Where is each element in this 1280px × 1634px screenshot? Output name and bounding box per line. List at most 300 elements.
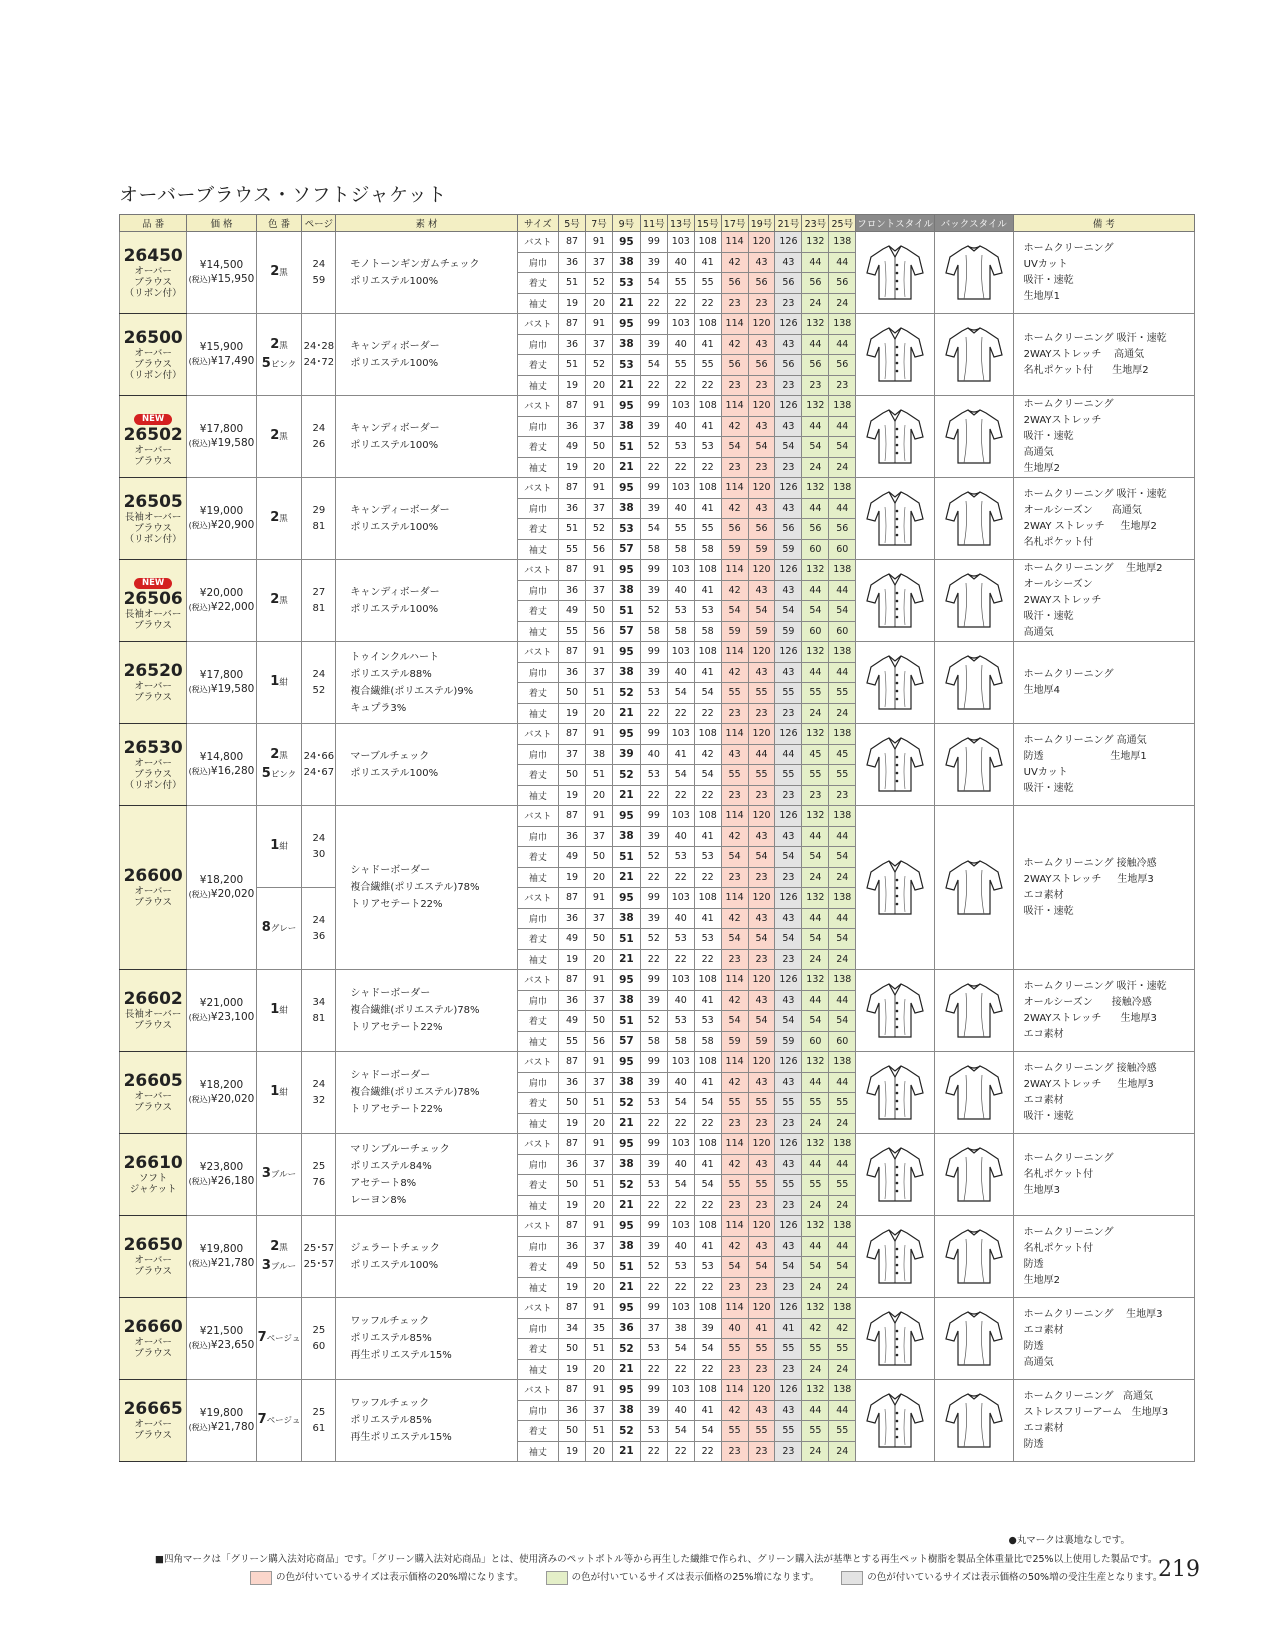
- price: ¥18,200: [199, 1079, 244, 1091]
- color-number: 7: [257, 1412, 267, 1427]
- front-style-cell: [856, 1052, 935, 1134]
- size-value: 44: [802, 1400, 829, 1421]
- size-value: 22: [694, 1113, 721, 1134]
- size-value: 22: [667, 1359, 694, 1380]
- price-cell: [187, 314, 256, 396]
- material-line: シャドーボーダー: [350, 988, 431, 999]
- back-garment-illustration: [942, 979, 1006, 1043]
- size-value: 44: [829, 908, 856, 929]
- size-value: 44: [802, 416, 829, 437]
- page-ref: 24: [312, 258, 326, 270]
- size-value: 24: [829, 867, 856, 888]
- size-value: 87: [559, 888, 586, 909]
- table-row: [120, 806, 1195, 827]
- header-size-19: 19号: [748, 215, 775, 232]
- size-value: 24: [829, 703, 856, 724]
- size-value: 40: [721, 1318, 748, 1339]
- price: ¥14,800: [199, 751, 244, 763]
- table-row: [120, 1216, 1195, 1237]
- size-measure-label: バスト: [517, 232, 558, 253]
- size-value: 108: [694, 396, 721, 417]
- size-value: 114: [721, 888, 748, 909]
- size-value: 43: [748, 826, 775, 847]
- size-value: 43: [775, 252, 802, 273]
- size-value: 22: [667, 1195, 694, 1216]
- product-code: 26450: [123, 245, 183, 266]
- size-value: 55: [721, 1339, 748, 1360]
- size-value: 20: [586, 293, 613, 314]
- color-number: 5: [261, 765, 271, 781]
- size-value: 42: [721, 1236, 748, 1257]
- size-value: 36: [559, 908, 586, 929]
- size-value: 43: [748, 990, 775, 1011]
- page-ref: 81: [312, 602, 326, 614]
- size-value: 52: [640, 437, 667, 458]
- size-value: 22: [640, 785, 667, 806]
- product-name-line: ブラウス: [134, 455, 173, 467]
- size-value: 126: [775, 478, 802, 499]
- size-value: 53: [667, 437, 694, 458]
- size-value: 138: [829, 478, 856, 499]
- tax-price: ¥23,100: [210, 1011, 255, 1023]
- color-cell: [256, 314, 302, 396]
- size-value: 50: [586, 1257, 613, 1278]
- size-value: 49: [559, 437, 586, 458]
- size-value: 41: [694, 1236, 721, 1257]
- price-cell: [187, 1052, 256, 1134]
- size-measure-label: 袖丈: [517, 949, 558, 970]
- size-value: 52: [612, 765, 640, 786]
- size-value: 43: [775, 1236, 802, 1257]
- size-measure-label: バスト: [517, 1380, 558, 1401]
- size-value: 44: [829, 1154, 856, 1175]
- page-ref: 24: [312, 668, 326, 680]
- tax-label: (税込): [188, 1423, 211, 1432]
- size-value: 37: [586, 498, 613, 519]
- page-cell: [302, 314, 336, 396]
- size-value: 103: [667, 560, 694, 581]
- size-value: 44: [829, 334, 856, 355]
- size-value: 22: [640, 867, 667, 888]
- size-measure-label: 肩巾: [517, 826, 558, 847]
- size-measure-label: 着丈: [517, 1011, 558, 1032]
- size-value: 22: [640, 949, 667, 970]
- size-value: 20: [586, 1277, 613, 1298]
- size-value: 37: [586, 1154, 613, 1175]
- tax-price: ¥23,650: [210, 1339, 255, 1351]
- size-value: 44: [802, 580, 829, 601]
- table-row: [120, 396, 1195, 417]
- size-value: 24: [802, 457, 829, 478]
- size-value: 39: [640, 662, 667, 683]
- front-style-cell: [856, 1298, 935, 1380]
- size-value: 51: [586, 765, 613, 786]
- size-value: 55: [694, 355, 721, 376]
- size-value: 42: [721, 826, 748, 847]
- legend-item-pink: [250, 1569, 524, 1585]
- size-value: 60: [829, 539, 856, 560]
- size-value: 41: [694, 1072, 721, 1093]
- size-value: 39: [640, 1400, 667, 1421]
- page-ref: 24: [312, 1078, 326, 1090]
- material-line: ポリエステル84%: [350, 1160, 432, 1172]
- material-cell: [336, 314, 517, 396]
- size-value: 132: [802, 724, 829, 745]
- size-value: 114: [721, 314, 748, 335]
- size-value: 40: [667, 662, 694, 683]
- back-garment-illustration: [942, 1389, 1006, 1453]
- size-value: 51: [559, 273, 586, 294]
- size-value: 55: [721, 1093, 748, 1114]
- size-measure-label: 肩巾: [517, 662, 558, 683]
- header-front-style: フロントスタイル: [856, 215, 935, 232]
- material-line: 複合繊維(ポリエステル)78%: [350, 1087, 480, 1098]
- size-value: 91: [586, 1134, 613, 1155]
- size-value: 23: [748, 785, 775, 806]
- page-ref: 24: [312, 832, 326, 844]
- table-row: [120, 970, 1195, 991]
- front-garment-illustration: [863, 1143, 927, 1207]
- product-code: 26520: [123, 661, 183, 681]
- product-name-line: （リボン付）: [124, 287, 182, 299]
- size-value: 23: [721, 785, 748, 806]
- size-value: 95: [612, 888, 640, 909]
- size-value: 36: [559, 252, 586, 273]
- front-style-cell: [856, 1380, 935, 1462]
- size-value: 54: [748, 929, 775, 950]
- size-value: 54: [829, 437, 856, 458]
- size-value: 103: [667, 1216, 694, 1237]
- size-value: 43: [748, 1400, 775, 1421]
- size-measure-label: 肩巾: [517, 1318, 558, 1339]
- size-value: 114: [721, 232, 748, 253]
- size-value: 40: [667, 908, 694, 929]
- size-value: 55: [775, 1421, 802, 1442]
- back-garment-illustration: [942, 323, 1006, 387]
- size-value: 54: [802, 601, 829, 622]
- product-name-line: オーバー: [134, 886, 172, 897]
- back-garment-illustration: [942, 487, 1006, 551]
- color-name: 紺: [279, 1088, 288, 1098]
- size-value: 51: [612, 847, 640, 868]
- size-value: 55: [829, 765, 856, 786]
- color-cell: [256, 1380, 302, 1462]
- size-value: 23: [829, 785, 856, 806]
- size-value: 19: [559, 949, 586, 970]
- remarks-cell: ホームクリーニング 吸汗・速乾 2WAYストレッチ 高通気 名札ポケット付 生地厚2: [1013, 314, 1194, 396]
- size-value: 53: [667, 601, 694, 622]
- color-name: 黒: [279, 1242, 288, 1253]
- size-value: 22: [694, 293, 721, 314]
- size-value: 22: [667, 375, 694, 396]
- size-value: 22: [640, 1277, 667, 1298]
- material-line: マリンブルーチェック: [350, 1143, 450, 1155]
- size-value: 44: [829, 1236, 856, 1257]
- page-ref: 24･28: [303, 340, 335, 352]
- material-cell: [336, 396, 517, 478]
- size-measure-label: 肩巾: [517, 1154, 558, 1175]
- size-measure-label: 袖丈: [517, 621, 558, 642]
- size-value: 99: [640, 970, 667, 991]
- remarks-cell: ホームクリーニング UVカット 吸汗・速乾 生地厚1: [1013, 232, 1194, 314]
- size-value: 138: [829, 806, 856, 827]
- size-value: 55: [748, 1339, 775, 1360]
- size-value: 108: [694, 1216, 721, 1237]
- price-cell: [187, 642, 256, 724]
- page-ref: 24: [312, 422, 326, 434]
- size-value: 54: [829, 601, 856, 622]
- size-value: 37: [586, 580, 613, 601]
- size-value: 43: [775, 498, 802, 519]
- size-value: 120: [748, 478, 775, 499]
- page-number: 219: [1158, 1557, 1200, 1582]
- size-value: 49: [559, 1011, 586, 1032]
- back-style-cell: [934, 396, 1013, 478]
- size-value: 114: [721, 642, 748, 663]
- page-cell: [302, 888, 336, 970]
- size-value: 44: [802, 908, 829, 929]
- color-name: ブルー: [270, 1170, 297, 1180]
- size-value: 22: [640, 1359, 667, 1380]
- size-value: 40: [640, 744, 667, 765]
- size-value: 138: [829, 888, 856, 909]
- size-value: 23: [802, 375, 829, 396]
- size-measure-label: 着丈: [517, 847, 558, 868]
- size-value: 19: [559, 1195, 586, 1216]
- size-value: 54: [694, 1421, 721, 1442]
- size-value: 23: [721, 1113, 748, 1134]
- header-size-21: 21号: [775, 215, 802, 232]
- size-value: 37: [586, 1072, 613, 1093]
- page-cell: [302, 1134, 336, 1216]
- size-value: 40: [667, 990, 694, 1011]
- size-measure-label: 肩巾: [517, 252, 558, 273]
- size-value: 37: [586, 334, 613, 355]
- tax-price: ¥21,780: [210, 1421, 255, 1433]
- size-measure-label: 着丈: [517, 1339, 558, 1360]
- back-garment-illustration: [942, 1061, 1006, 1125]
- size-value: 50: [559, 683, 586, 704]
- price: ¥21,000: [199, 997, 244, 1009]
- size-value: 34: [559, 1318, 586, 1339]
- size-value: 37: [640, 1318, 667, 1339]
- size-value: 87: [559, 232, 586, 253]
- size-value: 24: [802, 1277, 829, 1298]
- size-value: 36: [559, 1400, 586, 1421]
- size-value: 54: [694, 1339, 721, 1360]
- color-name: 黒: [279, 596, 288, 606]
- size-value: 40: [667, 1154, 694, 1175]
- size-value: 43: [748, 580, 775, 601]
- size-value: 138: [829, 560, 856, 581]
- size-value: 103: [667, 1134, 694, 1155]
- size-value: 21: [612, 867, 640, 888]
- size-value: 22: [667, 457, 694, 478]
- size-value: 99: [640, 1134, 667, 1155]
- size-value: 37: [586, 662, 613, 683]
- material-line: シャドーボーダー: [350, 865, 431, 876]
- size-value: 58: [640, 539, 667, 560]
- color-cell: [256, 888, 302, 970]
- size-value: 23: [775, 1359, 802, 1380]
- size-value: 55: [721, 683, 748, 704]
- size-value: 99: [640, 642, 667, 663]
- size-measure-label: バスト: [517, 724, 558, 745]
- back-style-cell: [934, 970, 1013, 1052]
- size-value: 23: [775, 293, 802, 314]
- header-size-25: 25号: [829, 215, 856, 232]
- size-value: 42: [721, 416, 748, 437]
- legend-item-gray: [841, 1569, 1162, 1585]
- size-value: 55: [775, 765, 802, 786]
- size-value: 55: [775, 1175, 802, 1196]
- header-size-23: 23号: [802, 215, 829, 232]
- size-value: 42: [721, 334, 748, 355]
- size-value: 54: [748, 847, 775, 868]
- size-value: 108: [694, 1380, 721, 1401]
- size-value: 103: [667, 642, 694, 663]
- material-line: ポリエステル85%: [350, 1333, 432, 1344]
- product-code: 26600: [123, 866, 183, 886]
- size-value: 42: [721, 908, 748, 929]
- size-value: 20: [586, 867, 613, 888]
- size-value: 103: [667, 478, 694, 499]
- size-value: 40: [667, 1072, 694, 1093]
- color-number: 8: [261, 920, 271, 935]
- size-value: 132: [802, 396, 829, 417]
- size-value: 24: [829, 1195, 856, 1216]
- tax-price: ¥17,490: [210, 355, 255, 367]
- size-measure-label: 肩巾: [517, 498, 558, 519]
- size-value: 22: [694, 703, 721, 724]
- size-value: 53: [667, 929, 694, 950]
- size-value: 114: [721, 970, 748, 991]
- front-garment-illustration: [863, 405, 927, 469]
- size-value: 36: [559, 662, 586, 683]
- page-ref: 27: [312, 586, 326, 598]
- tax-price: ¥22,000: [210, 601, 255, 613]
- size-value: 37: [586, 416, 613, 437]
- size-value: 138: [829, 1134, 856, 1155]
- front-garment-illustration: [863, 241, 927, 305]
- size-value: 22: [694, 375, 721, 396]
- material-line: キャンディボーダー: [350, 422, 440, 434]
- header-color: 色 番: [256, 215, 302, 232]
- product-code-cell: [120, 1380, 187, 1462]
- size-value: 56: [748, 273, 775, 294]
- size-value: 114: [721, 1052, 748, 1073]
- front-garment-illustration: [863, 487, 927, 551]
- size-value: 114: [721, 478, 748, 499]
- tax-price: ¥20,020: [210, 1093, 255, 1105]
- size-value: 43: [748, 498, 775, 519]
- price-cell: [187, 724, 256, 806]
- size-value: 51: [612, 437, 640, 458]
- material-line: キュプラ3%: [350, 702, 407, 714]
- color-cell: [256, 478, 302, 560]
- size-value: 52: [640, 601, 667, 622]
- size-value: 53: [640, 1175, 667, 1196]
- size-value: 40: [667, 826, 694, 847]
- size-value: 40: [667, 334, 694, 355]
- size-value: 23: [721, 375, 748, 396]
- product-code-cell: [120, 1298, 187, 1380]
- price: ¥23,800: [199, 1161, 244, 1173]
- size-value: 56: [586, 1031, 613, 1052]
- size-value: 44: [829, 252, 856, 273]
- tax-price: ¥15,950: [210, 273, 255, 285]
- material-line: ポリエステル100%: [350, 521, 439, 533]
- page-cell: [302, 396, 336, 478]
- page-ref: 29: [312, 504, 326, 516]
- page-cell: [302, 1052, 336, 1134]
- back-garment-illustration: [942, 1225, 1006, 1289]
- front-style-cell: [856, 970, 935, 1052]
- price: ¥21,500: [199, 1325, 244, 1337]
- remarks-cell: ホームクリーニング 高通気 ストレスフリーアーム 生地厚3 エコ素材 防透: [1013, 1380, 1194, 1462]
- color-name: ベージュ: [266, 1334, 301, 1344]
- size-value: 20: [586, 949, 613, 970]
- remarks-cell: ホームクリーニング 生地厚3 エコ素材 防透 高通気: [1013, 1298, 1194, 1380]
- size-value: 43: [748, 1236, 775, 1257]
- size-value: 56: [721, 355, 748, 376]
- size-value: 108: [694, 1052, 721, 1073]
- price: ¥20,000: [199, 587, 244, 599]
- size-value: 54: [667, 1175, 694, 1196]
- size-value: 54: [748, 437, 775, 458]
- material-cell: [336, 1216, 517, 1298]
- size-value: 58: [694, 1031, 721, 1052]
- page-cell: [302, 970, 336, 1052]
- product-code-cell: [120, 806, 187, 970]
- size-value: 38: [612, 1400, 640, 1421]
- tax-label: (税込): [188, 890, 211, 899]
- size-value: 37: [586, 1400, 613, 1421]
- size-value: 41: [667, 744, 694, 765]
- material-line: 再生ポリエステル15%: [350, 1432, 452, 1443]
- size-value: 35: [586, 1318, 613, 1339]
- size-value: 95: [612, 970, 640, 991]
- size-value: 91: [586, 1298, 613, 1319]
- size-value: 23: [775, 785, 802, 806]
- size-value: 95: [612, 396, 640, 417]
- color-number: 5: [261, 355, 271, 371]
- size-value: 43: [775, 334, 802, 355]
- size-value: 42: [721, 1154, 748, 1175]
- size-value: 138: [829, 642, 856, 663]
- size-value: 52: [612, 683, 640, 704]
- page-ref: 24･67: [303, 766, 335, 778]
- size-measure-label: 着丈: [517, 929, 558, 950]
- size-value: 53: [667, 1011, 694, 1032]
- size-value: 114: [721, 724, 748, 745]
- page-ref: 81: [312, 1012, 326, 1024]
- size-value: 54: [802, 1011, 829, 1032]
- size-value: 20: [586, 457, 613, 478]
- section-title: オーバーブラウス・ソフトジャケット: [119, 184, 447, 206]
- size-value: 43: [748, 1154, 775, 1175]
- size-value: 126: [775, 1216, 802, 1237]
- size-value: 54: [829, 847, 856, 868]
- size-measure-label: バスト: [517, 970, 558, 991]
- size-value: 108: [694, 478, 721, 499]
- size-value: 99: [640, 1216, 667, 1237]
- size-value: 59: [721, 1031, 748, 1052]
- size-measure-label: 袖丈: [517, 539, 558, 560]
- tax-label: (税込): [188, 1095, 211, 1104]
- legend-text-gray: の色が付いているサイズは表示価格の50%増の受注生産となります。: [867, 1572, 1163, 1583]
- size-value: 138: [829, 1380, 856, 1401]
